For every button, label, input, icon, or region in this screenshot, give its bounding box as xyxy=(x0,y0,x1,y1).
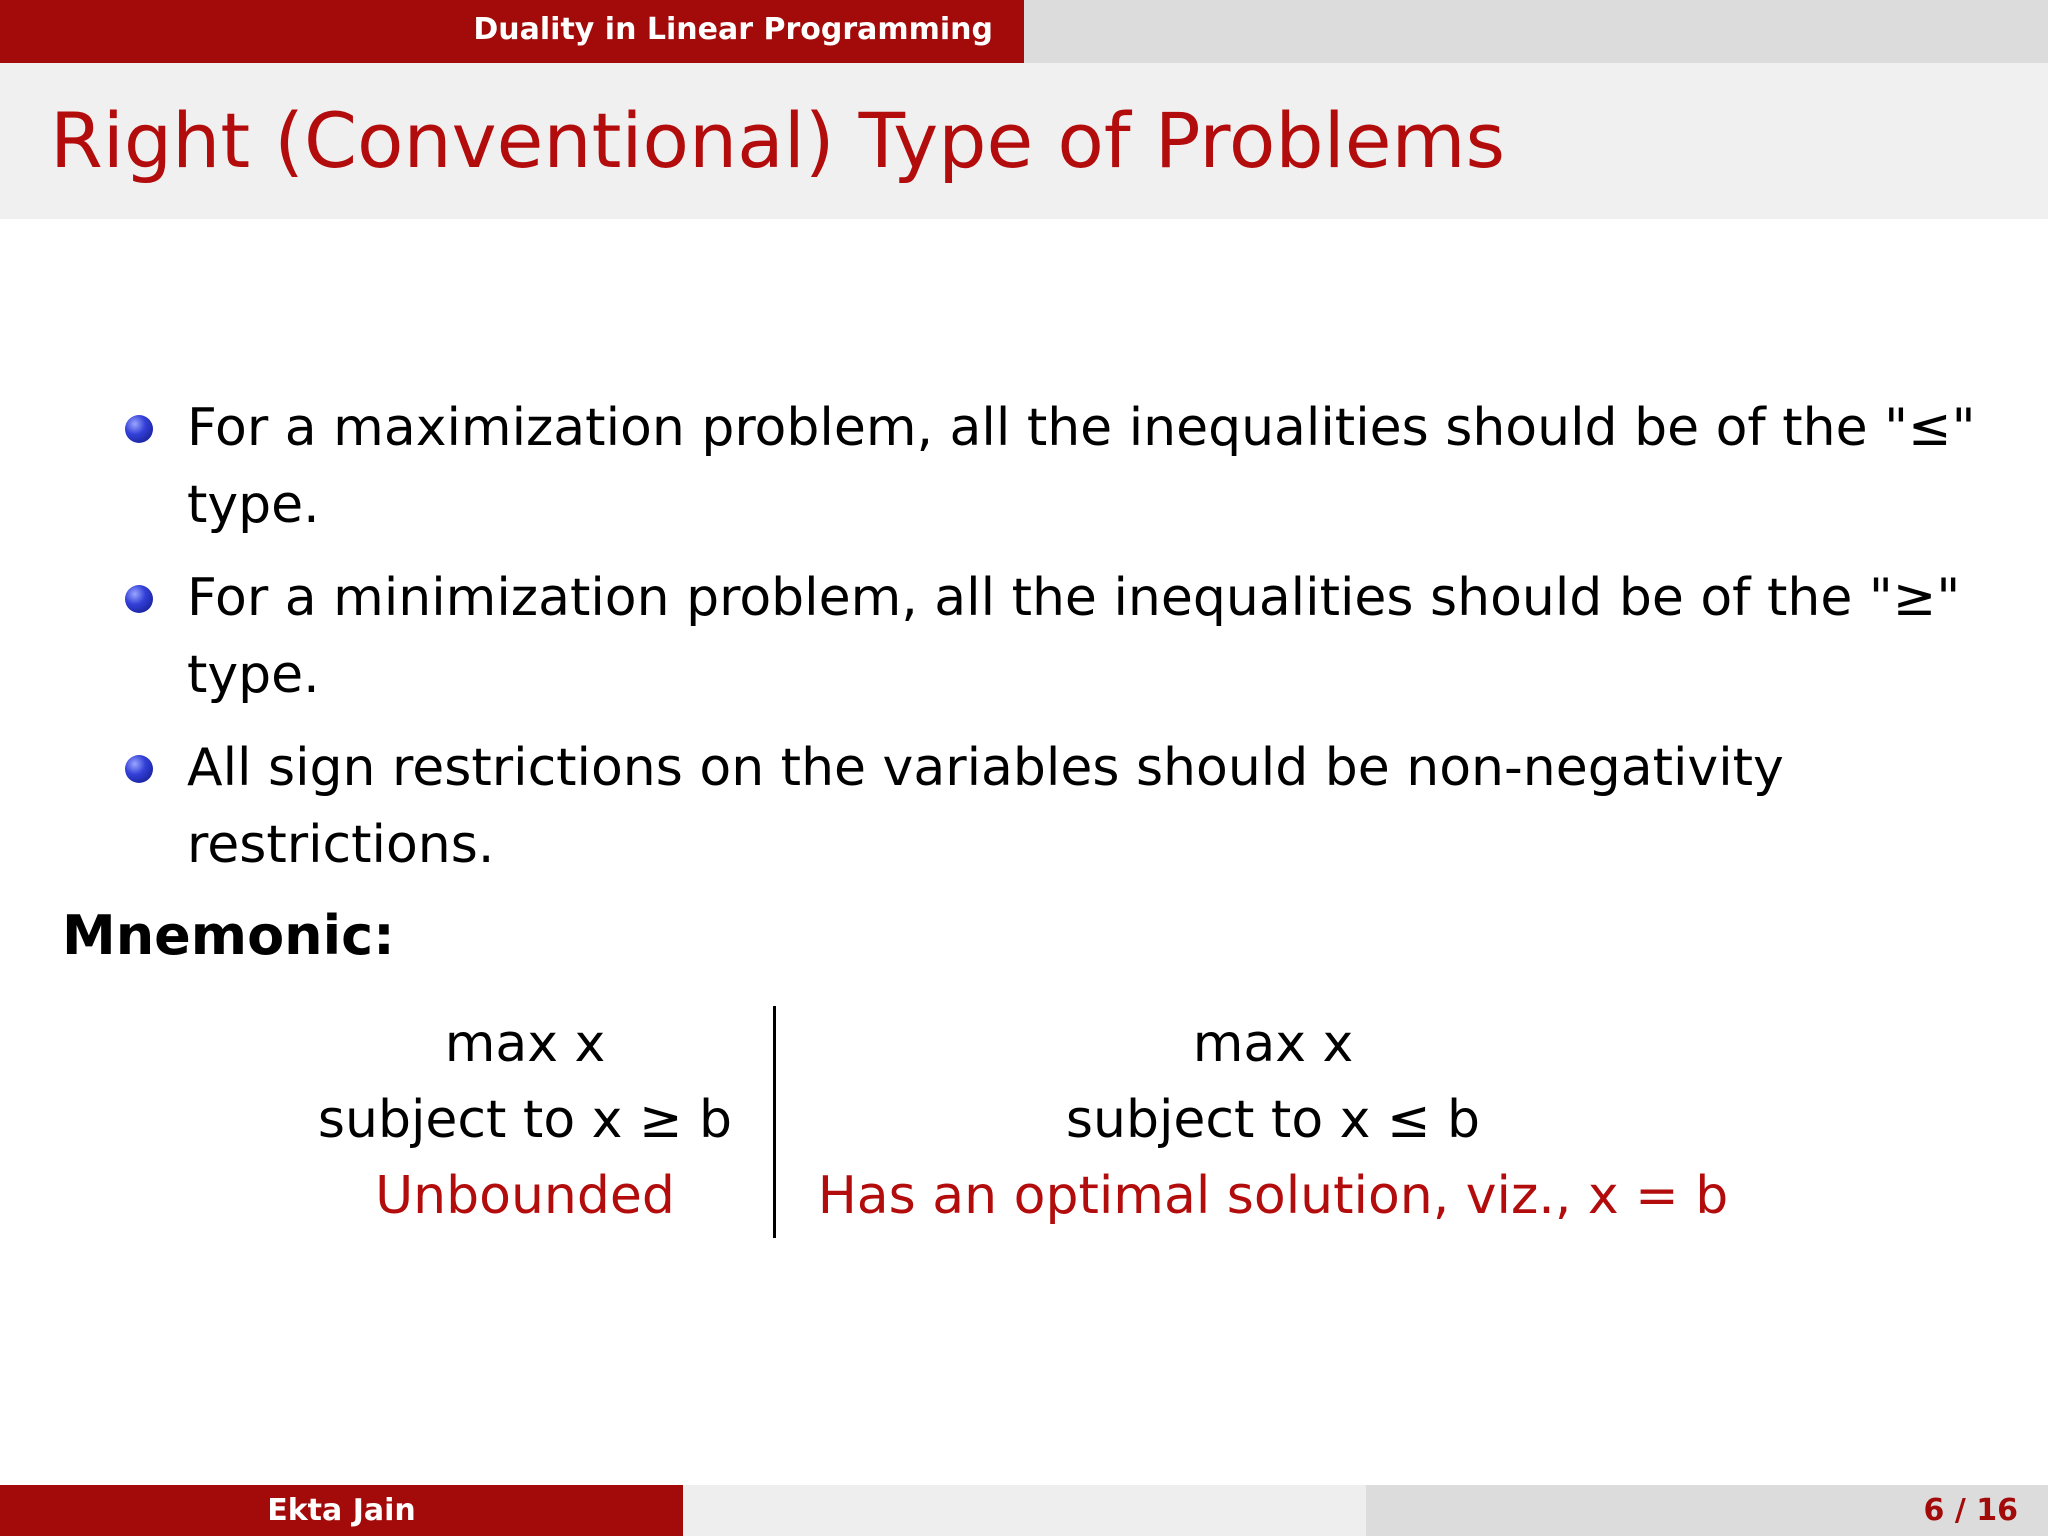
bullet-item xyxy=(125,560,1985,714)
right-constraint: subject to x ≤ b xyxy=(1065,1090,1481,1150)
right-result: Has an optimal solution, viz., x = b xyxy=(817,1166,1729,1226)
title-bar xyxy=(0,63,2048,219)
footer-bar xyxy=(0,1485,2048,1536)
page-number[interactable]: 6 / 16 xyxy=(1366,1485,2048,1536)
section-title[interactable]: Duality in Linear Programming xyxy=(0,0,1024,63)
top-bar-filler xyxy=(1024,0,2048,63)
bullet-list xyxy=(125,390,1985,900)
right-objective: max x xyxy=(1192,1014,1354,1074)
bullet-icon xyxy=(125,755,153,783)
left-constraint: subject to x ≥ b xyxy=(317,1090,733,1150)
top-bar xyxy=(0,0,2048,63)
bullet-text: For a minimization problem, all the inequalities should be of the "≥" type. xyxy=(187,568,1961,705)
footer-author[interactable]: Ekta Jain xyxy=(0,1485,683,1536)
column-divider xyxy=(773,1006,776,1238)
mnemonic-right-column xyxy=(788,1006,1758,1234)
left-result: Unbounded xyxy=(375,1166,675,1226)
bullet-item xyxy=(125,390,1985,544)
bullet-text: For a maximization problem, all the inequalities should be of the "≤" type. xyxy=(187,398,1976,535)
mnemonic-table xyxy=(0,1006,2048,1246)
left-objective: max x xyxy=(444,1014,606,1074)
bullet-item xyxy=(125,730,1985,884)
bullet-icon xyxy=(125,415,153,443)
footer-middle xyxy=(683,1485,1366,1536)
slide-title: Right (Conventional) Type of Problems xyxy=(50,96,1506,185)
bullet-text: All sign restrictions on the variables should be non-negativity restrictions. xyxy=(187,738,1784,875)
mnemonic-heading: Mnemonic: xyxy=(62,904,395,967)
bullet-icon xyxy=(125,585,153,613)
mnemonic-left-column xyxy=(290,1006,760,1234)
